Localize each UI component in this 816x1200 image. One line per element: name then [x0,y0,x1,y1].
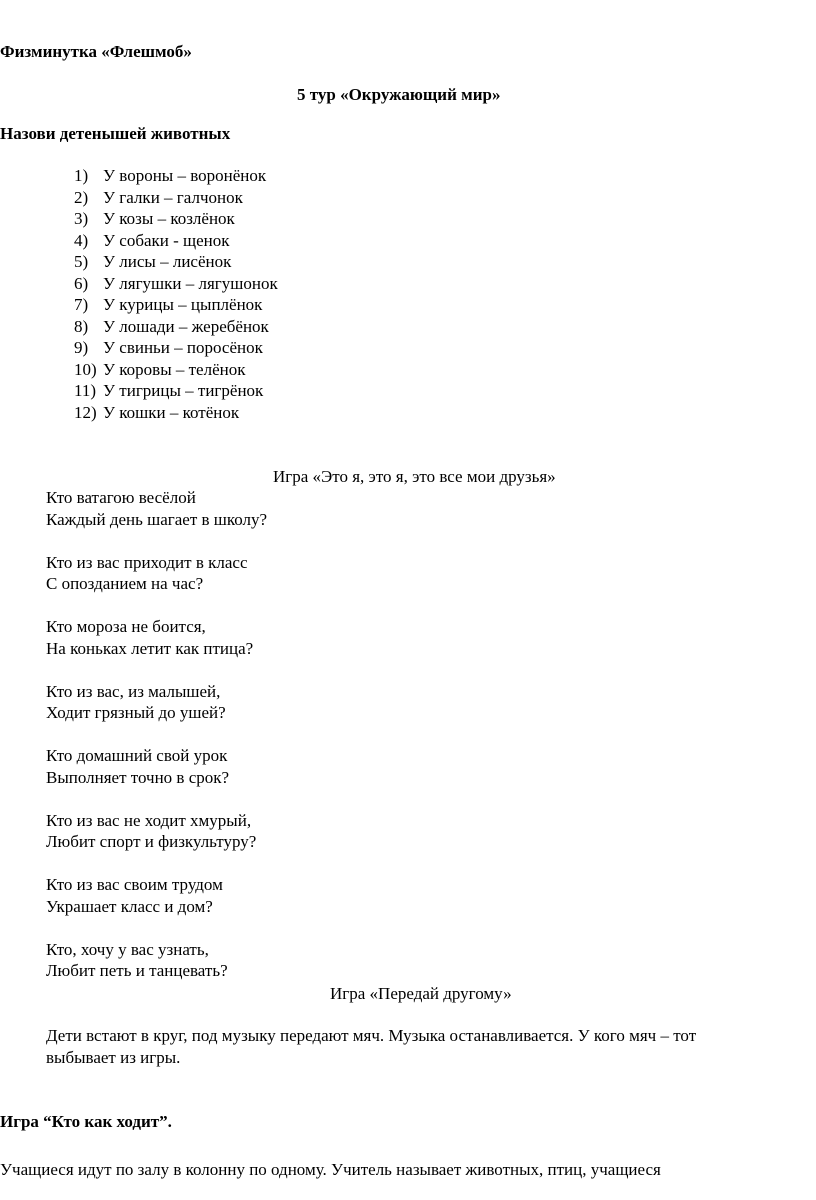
poem-line: На коньках летит как птица? [46,639,254,658]
list-item: 9) У свиньи – поросёнок [74,338,263,357]
poem-line: Любит петь и танцевать? [46,961,228,980]
game2-text: выбывает из игры. [46,1048,181,1067]
poem-line: Украшает класс и дом? [46,897,213,916]
poem-line: Ходит грязный до ушей? [46,703,226,722]
poem-line: Выполняет точно в срок? [46,768,230,787]
section-heading: Назови детенышей животных [0,124,231,143]
list-item: 8) У лошади – жеребёнок [74,317,269,336]
poem-line: Кто домашний свой урок [46,746,228,765]
poem-line: Кто мороза не боится, [46,617,206,636]
list-item: 1) У вороны – воронёнок [74,166,267,185]
game2-title: Игра «Передай другому» [330,984,512,1003]
game2-text: Дети встают в круг, под музыку передают мяч. Музыка останавливается. У кого мяч – тот [46,1026,697,1045]
poem-line: Любит спорт и физкультуру? [46,832,257,851]
round-title: 5 тур «Окружающий мир» [297,85,501,104]
poem-line: Кто из вас, из малышей, [46,682,221,701]
list-item: 5) У лисы – лисёнок [74,252,232,271]
page-title: Физминутка «Флешмоб» [0,42,192,61]
poem-line: С опозданием на час? [46,574,204,593]
game3-text: Учащиеся идут по залу в колонну по одному. Учитель называет животных, птиц, учащиеся [0,1160,661,1179]
list-item: 10) У коровы – телёнок [74,360,246,379]
game1-title: Игра «Это я, это я, это все мои друзья» [273,467,556,486]
list-item: 2) У галки – галчонок [74,188,243,207]
list-item: 4) У собаки - щенок [74,231,230,250]
poem-line: Кто из вас своим трудом [46,875,223,894]
list-item: 3) У козы – козлёнок [74,209,235,228]
list-item: 6) У лягушки – лягушонок [74,274,278,293]
poem-line: Кто ватагою весёлой [46,488,196,507]
poem-line: Кто из вас приходит в класс [46,553,248,572]
poem-line: Каждый день шагает в школу? [46,510,268,529]
poem-line: Кто из вас не ходит хмурый, [46,811,252,830]
poem-line: Кто, хочу у вас узнать, [46,940,209,959]
game3-title: Игра “Кто как ходит”. [0,1112,172,1131]
list-item: 12) У кошки – котёнок [74,403,240,422]
list-item: 11) У тигрицы – тигрёнок [74,381,264,400]
list-item: 7) У курицы – цыплёнок [74,295,263,314]
